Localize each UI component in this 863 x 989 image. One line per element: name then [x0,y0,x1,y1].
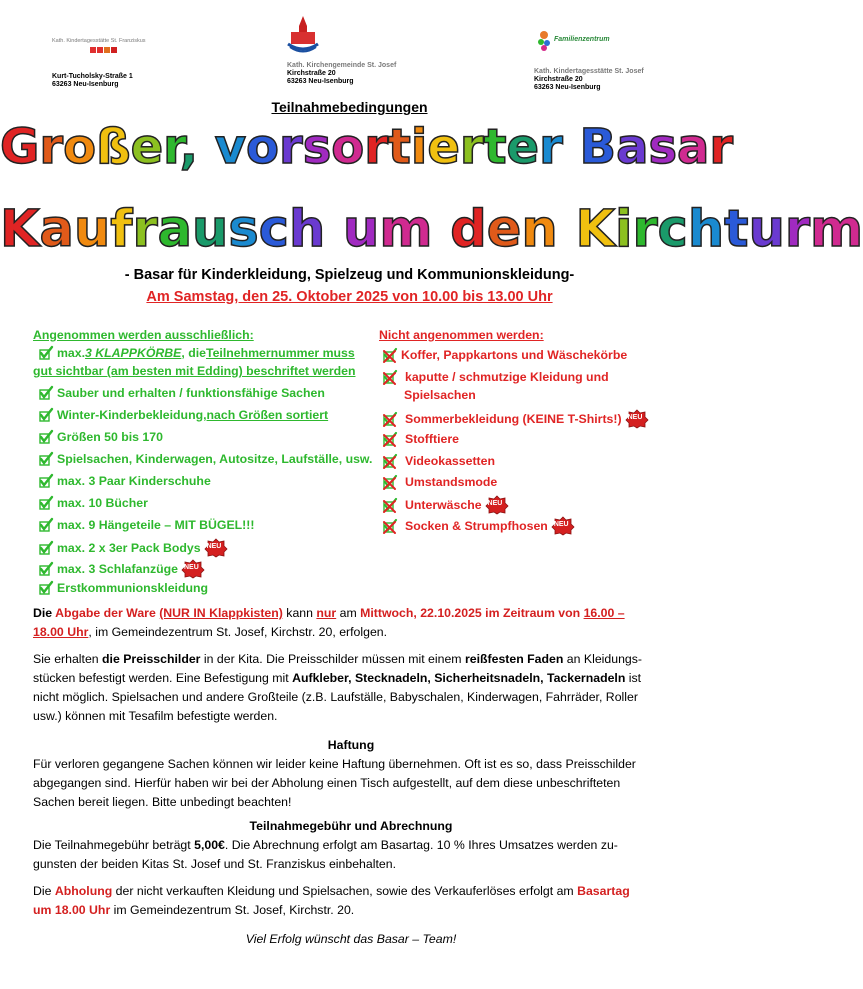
familienzentrum-logo-text: Familienzentrum [554,36,610,43]
familienzentrum-logo [537,28,627,56]
text: abgegangen sind. Hierfür haben wir bei der Abholung einen Tisch aufgestellt, auf dem diese unbeschrifteten [33,776,621,790]
new-badge-text: NEU [553,521,569,528]
list-item [39,452,372,466]
list-item [383,370,609,384]
headline-letter: r [279,119,303,175]
list-item [383,517,574,535]
checkmark-icon [39,346,53,360]
kita-josef-name: Kath. Kindertagesstätte St. Josef [534,68,644,75]
headline-letter: s [302,119,332,175]
text: am [336,606,361,620]
liability-paragraph [33,755,669,812]
headline-letter: B [579,119,617,175]
item-text: max. 3 Schlafanzüge [57,562,178,576]
item-text: Socken & Strumpfhosen [405,519,548,533]
item-text: kaputte / schmutzige Kleidung und [405,370,609,384]
fee-heading: Teilnahmegebühr und Abrechnung [249,819,453,833]
new-badge-icon [205,539,227,557]
text: Abgabe der Ware [55,606,160,620]
headline-letter: a [39,200,74,259]
headline-letter: m [810,200,863,259]
crossed-check-icon [383,475,397,489]
list-item [383,348,627,362]
list-item [39,386,325,400]
rejected-list [379,328,679,538]
headline-letter: u [343,200,380,259]
headline-letter: a [157,200,193,259]
new-badge-icon [486,496,508,514]
text: ist [625,671,642,685]
list-item [39,560,204,578]
crossed-check-icon [383,370,397,384]
list-item [39,346,355,360]
headline-letter: s [228,200,259,259]
item-text: Videokassetten [405,454,495,468]
headline-letter: r [132,200,158,259]
headline-letter: o [331,119,365,175]
text: gunsten der beiden Kitas St. Josef und St. Franziskus einbehalten. [33,857,396,871]
headline-letter: e [506,119,540,175]
event-date: Am Samstag, den 25. Oktober 2025 von 10.00 bis 13.00 Uhr [146,289,553,305]
list-item [39,496,148,510]
item-text: Größen 50 bis 170 [57,430,163,444]
headline-letter: o [63,119,97,175]
text: an Kleidungs- [563,652,642,666]
new-badge-icon [182,560,204,578]
checkmark-icon [39,452,53,466]
checkmark-icon [39,562,53,576]
new-badge-text: NEU [206,543,222,550]
checkmark-icon [39,386,53,400]
address-street: Kirchstraße 20 [287,70,336,77]
text: . Die Abrechnung erfolgt am Basartag. 10 % Ihres Umsatzes werden zu- [224,838,618,852]
item-text: Spielsachen, Kinderwagen, Autositze, Laufställe, usw. [57,452,373,466]
item-text: Sommerbekleidung (KEINE T-Shirts!) [405,412,622,426]
headline-letter: ß [96,119,131,175]
address-city: 63263 Neu-Isenburg [534,84,601,91]
headline-letter: K [0,200,40,259]
headline-letter: r [364,119,388,175]
header-left-address [52,73,133,89]
headline-letter [198,119,215,175]
list-item [383,475,497,489]
text: Sie erhalten [33,652,103,666]
list-item [39,430,163,444]
item-text: Umstandsmode [405,475,498,489]
headline-letter [563,119,580,175]
pickup-paragraph [33,882,669,920]
headline-shopping-spree [0,198,863,262]
checkmark-icon [39,474,53,488]
item-text: Unterwäsche [405,498,482,512]
headline-letter: r [784,200,811,259]
new-badge-text: NEU [627,414,643,421]
drop-off-paragraph [33,604,669,642]
checkmark-icon [39,518,53,532]
accepted-heading: Angenommen werden ausschließlich: [33,328,254,342]
crossed-check-icon [383,432,397,446]
page-title: Teilnahmebedingungen [271,99,428,115]
list-item-continued: gut sichtbar (am besten mit Edding) beschriftet werden [33,364,356,378]
headline-letter: t [483,119,507,175]
text: usw.) können mit Tesafilm befestigte werden. [33,709,278,723]
crossed-check-icon [383,454,397,468]
text: 5,00€ [194,838,225,852]
kita-franziskus-logo-text: Kath. Kindertagesstätte St. Franziskus [52,38,146,44]
list-item [383,410,648,428]
headline-letter: i [410,119,428,175]
checkmark-icon [39,541,53,555]
headline-letter: u [73,200,111,259]
kita-franziskus-logo [90,47,172,53]
headline-letter: d [450,200,487,259]
headline-letter: K [575,200,615,259]
text: kann [282,606,317,620]
list-item-continued: Spielsachen [404,388,476,402]
crossed-check-icon [383,519,397,533]
header-right-address [534,68,644,92]
item-text: Winter-Kinderbekleidung, [57,408,207,422]
list-item [39,408,328,422]
list-item [383,496,508,514]
headline-letter: r [709,119,734,175]
list-item [39,474,211,488]
checkmark-icon [39,496,53,510]
text: nicht möglich. Spielsachen und andere Großteile (z.B. Laufställe, Babyschalen, Kinderwagen, Fahrräder, Roller [33,690,638,704]
headline-letter: a [616,119,649,175]
headline-letter: r [163,119,180,175]
item-text: Teilnehmernummer muss [205,346,355,360]
item-text: Koffer, Pappkartons und Wäschekörbe [401,348,628,362]
headline-letter: o [246,119,280,175]
text: Die [33,606,56,620]
text: stücken befestigt werden. Eine Befestigung mit [33,671,293,685]
list-item [39,581,208,595]
item-text: Erstkommunionskleidung [57,581,208,595]
headline-letter: v [214,119,247,175]
headline-letter: s [648,119,678,175]
text: 18.00 Uhr [33,625,89,639]
headline-letter [325,200,343,259]
text: Die [33,884,55,898]
list-item [383,454,495,468]
text: (NUR IN Klappkisten) [159,606,283,620]
checkmark-icon [39,408,53,422]
item-text: max. [57,346,86,360]
headline-letter: r [539,119,563,175]
crossed-check-icon [383,348,397,362]
accepted-list [33,328,378,598]
text: Basartag [577,884,630,898]
text: in der Kita. Die Preisschilder müssen mit einem [200,652,465,666]
price-tags-paragraph [33,650,669,726]
headline-letter: t [724,200,749,259]
new-badge-icon [626,410,648,428]
headline-letter: G [0,119,40,175]
headline-letter: t [387,119,411,175]
text: , im Gemeindezentrum St. Josef, Kirchstr. 20, erfolgen. [88,625,388,639]
headline-letter: h [288,200,326,259]
item-text: max. 2 x 3er Pack Bodys [57,541,201,555]
header-left [52,38,172,53]
text: Für verloren gegangene Sachen können wir leider keine Haftung übernehmen. Oft ist es so, dass Preisschilder [33,757,636,771]
text: Aufkleber, Stecknadeln, Sicherheitsnadeln, Tackernadeln [292,671,626,685]
closing-line: Viel Erfolg wünscht das Basar – Team! [245,932,457,946]
address-city: 63263 Neu-Isenburg [52,81,119,88]
headline-letter: e [130,119,164,175]
text: reißfesten Faden [464,652,564,666]
headline-letter: c [657,200,688,259]
address-street: Kurt-Tucholsky-Straße 1 [52,73,133,80]
fee-paragraph [33,836,669,874]
headline-letter: e [486,200,522,259]
headline-letter: u [192,200,229,259]
headline-letter: r [39,119,64,175]
new-badge-text: NEU [487,500,503,507]
rejected-heading: Nicht angenommen werden: [379,328,544,342]
list-item [39,518,254,532]
text: Die Teilnahmegebühr beträgt [33,838,195,852]
subtitle: - Basar für Kinderkleidung, Spielzeug und Kommunionskleidung- [124,267,575,283]
item-text: max. 3 Paar Kinderschuhe [57,474,211,488]
item-text: Stofftiere [405,432,459,446]
crossed-check-icon [383,412,397,426]
crossed-check-icon [383,498,397,512]
new-badge-text: NEU [183,564,199,571]
headline-letter: r [459,119,484,175]
item-text: Sauber und erhalten / funktionsfähige Sachen [57,386,325,400]
header-middle-address [287,62,396,86]
headline-letter: n [521,200,558,259]
headline-letter: h [687,200,725,259]
list-item [383,432,459,446]
text: Mittwoch, 22.10.2025 im Zeitraum von [360,606,584,620]
headline-letter: u [748,200,785,259]
item-text: , die [181,346,206,360]
item-text: 3 KLAPPKÖRBE [85,346,182,360]
headline-letter: i [614,200,633,259]
parish-name: Kath. Kirchengemeinde St. Josef [287,62,397,69]
headline-letter: e [427,119,460,175]
church-logo [286,14,320,52]
text: die Preisschilder [102,652,201,666]
item-text: nach Größen sortiert [206,408,329,422]
address-city: 63263 Neu-Isenburg [287,78,354,85]
headline-letter: a [677,119,710,175]
liability-heading: Haftung [327,738,375,752]
text: nur [316,606,337,620]
text: um 18.00 Uhr [33,903,111,917]
checkmark-icon [39,581,53,595]
headline-letter: f [110,200,133,259]
headline-letter: , [179,119,199,175]
list-item [39,539,227,557]
headline-letter [433,200,451,259]
text: im Gemeindezentrum St. Josef, Kirchstr. 20. [110,903,355,917]
checkmark-icon [39,430,53,444]
headline-bazaar [0,118,734,176]
text: Sachen bereit liegen. Bitte unbedingt beachten! [33,795,292,809]
item-text: max. 10 Bücher [57,496,148,510]
text: der nicht verkauften Kleidung und Spielsachen, sowie des Verkauferlöses erfolgt am [112,884,578,898]
item-text: max. 9 Hängeteile – MIT BÜGEL!!! [57,518,255,532]
text: Abholung [54,884,113,898]
headline-letter: c [258,200,289,259]
text: 16.00 – [583,606,625,620]
headline-letter [558,200,576,259]
headline-letter: m [379,200,433,259]
new-badge-icon [552,517,574,535]
headline-letter: r [632,200,658,259]
address-street: Kirchstraße 20 [534,76,583,83]
